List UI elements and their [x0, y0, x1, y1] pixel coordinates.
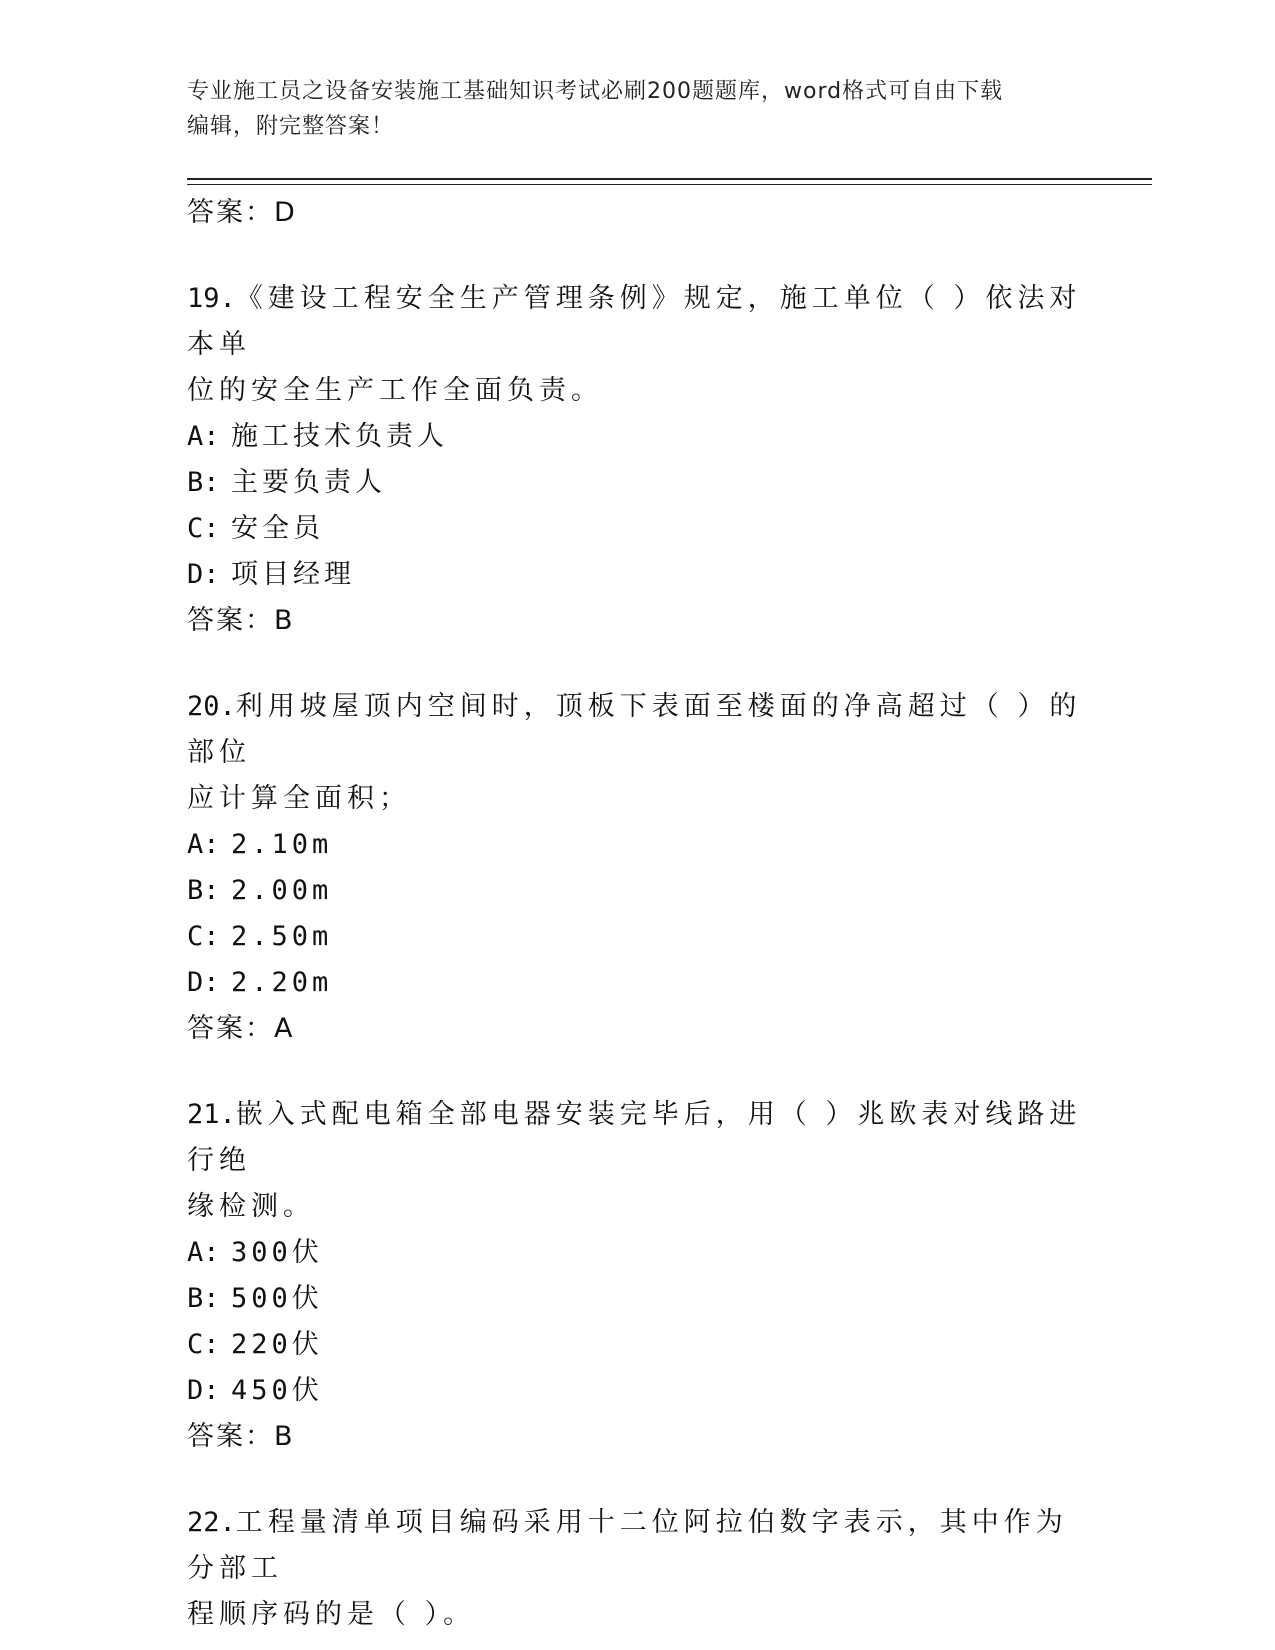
- question-stem-line-2: 位的安全生产工作全面负责。: [187, 375, 603, 406]
- question-text: [187, 1092, 1087, 1184]
- option-b: [187, 460, 1087, 506]
- option-key: C:: [187, 921, 220, 952]
- option-key: B:: [187, 875, 220, 906]
- question-stem-line-1: 利用坡屋顶内空间时，顶板下表面至楼面的净高超过（ ）的部位: [187, 691, 1082, 768]
- question-number: 21.: [187, 1099, 236, 1130]
- option-key: C:: [187, 1329, 220, 1360]
- question-stem-line-2: 程顺序码的是（ ）。: [187, 1599, 476, 1630]
- option-d: [187, 1368, 1087, 1414]
- option-value: 安全员: [231, 513, 324, 544]
- header-line-1: 专业施工员之设备安装施工基础知识考试必刷200题题库，word格式可自由下载: [187, 79, 1004, 104]
- option-key: D:: [187, 559, 220, 590]
- option-key: A:: [187, 1237, 220, 1268]
- question-20: [187, 684, 1087, 1052]
- option-value: 300伏: [231, 1237, 323, 1268]
- option-d: [187, 552, 1087, 598]
- option-key: B:: [187, 1283, 220, 1314]
- option-key: C:: [187, 513, 220, 544]
- question-21: [187, 1092, 1087, 1460]
- option-key: A:: [187, 829, 220, 860]
- header-divider-thick: [187, 178, 1152, 180]
- question-number: 22.: [187, 1507, 236, 1538]
- question-stem-line-1: 工程量清单项目编码采用十二位阿拉伯数字表示，其中作为分部工: [187, 1507, 1068, 1584]
- option-value: 2.50m: [231, 921, 333, 952]
- header-line-2: 编辑，附完整答案！: [187, 114, 395, 139]
- question-22: [187, 1500, 1087, 1638]
- option-value: 主要负责人: [231, 467, 386, 498]
- option-value: 2.00m: [231, 875, 333, 906]
- option-key: B:: [187, 467, 220, 498]
- option-value: 500伏: [231, 1283, 323, 1314]
- question-stem-line-1: 嵌入式配电箱全部电器安装完毕后，用（ ）兆欧表对线路进行绝: [187, 1099, 1082, 1176]
- option-b: [187, 868, 1087, 914]
- option-b: [187, 1276, 1087, 1322]
- question-stem-line-1: 《建设工程安全生产管理条例》规定，施工单位（ ）依法对本单: [187, 283, 1082, 360]
- question-number: 20.: [187, 691, 236, 722]
- previous-answer: 答案：D: [187, 197, 297, 228]
- question-text: [187, 684, 1087, 776]
- option-value: 450伏: [231, 1375, 323, 1406]
- option-d: [187, 960, 1087, 1006]
- document-body: [187, 190, 1087, 1638]
- option-a: [187, 822, 1087, 868]
- option-value: 2.20m: [231, 967, 333, 998]
- header-divider-thin: [187, 184, 1152, 185]
- option-c: [187, 1322, 1087, 1368]
- question-stem-line-2: 应计算全面积；: [187, 783, 411, 814]
- answer-line: 答案：B: [187, 605, 295, 636]
- option-key: D:: [187, 967, 220, 998]
- option-a: [187, 1230, 1087, 1276]
- question-text: [187, 1500, 1087, 1592]
- option-value: 施工技术负责人: [231, 421, 448, 452]
- question-19: [187, 276, 1087, 644]
- question-text: [187, 276, 1087, 368]
- question-number: 19.: [187, 283, 236, 314]
- option-value: 项目经理: [231, 559, 355, 590]
- option-value: 2.10m: [231, 829, 333, 860]
- answer-line: 答案：A: [187, 1013, 295, 1044]
- answer-line: 答案：B: [187, 1421, 295, 1452]
- option-a: [187, 414, 1087, 460]
- option-value: 220伏: [231, 1329, 323, 1360]
- option-key: A:: [187, 421, 220, 452]
- page-header: [187, 74, 1087, 144]
- option-c: [187, 506, 1087, 552]
- option-c: [187, 914, 1087, 960]
- option-key: D:: [187, 1375, 220, 1406]
- question-stem-line-2: 缘检测。: [187, 1191, 315, 1222]
